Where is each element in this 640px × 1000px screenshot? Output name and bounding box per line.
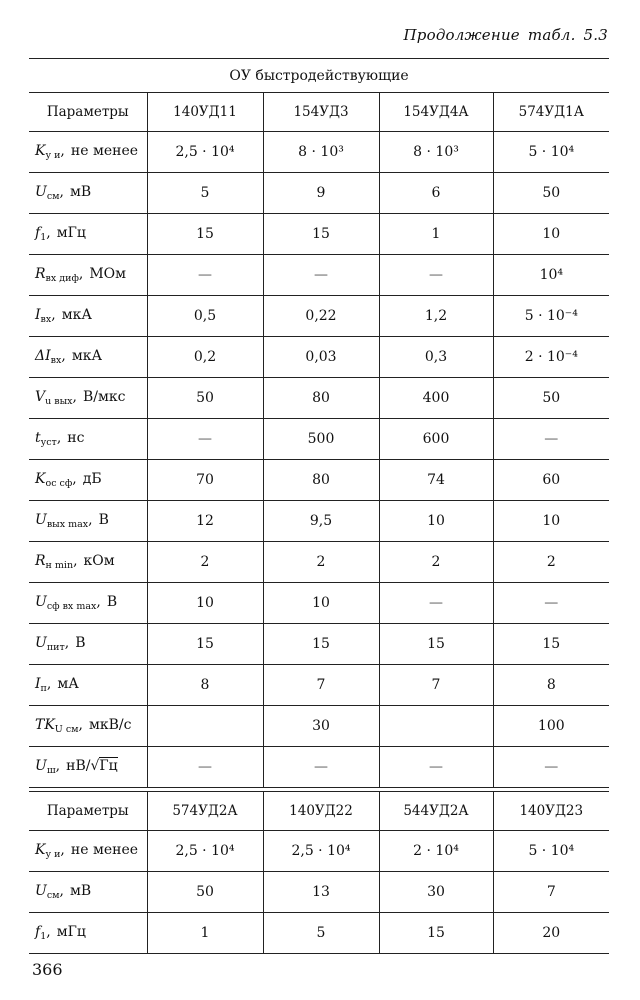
value-cell: 10 — [263, 583, 379, 624]
parameter-symbol: I — [35, 676, 41, 692]
parameter-cell: $U_{см}$, мВ — [29, 173, 147, 214]
header-row — [29, 93, 609, 132]
table-row — [29, 624, 609, 665]
value-cell: 20 — [493, 913, 609, 954]
value-cell: 7 — [493, 872, 609, 913]
value-cell: 10 — [379, 501, 493, 542]
value-cell: — — [263, 747, 379, 788]
parameters-header: Параметры — [29, 93, 147, 132]
value-cell: 74 — [379, 460, 493, 501]
parameter-subscript: U см — [54, 724, 79, 735]
table-row — [29, 296, 609, 337]
parameter-symbol: I — [35, 307, 41, 323]
value-cell: 80 — [263, 460, 379, 501]
parameter-symbol: TK — [35, 717, 55, 733]
value-cell: 15 — [263, 624, 379, 665]
parameter-subscript: u вых — [45, 396, 73, 407]
value-cell: 5 — [263, 913, 379, 954]
parameter-cell: $f_1$, мГц — [29, 214, 147, 255]
parameter-symbol: K — [35, 842, 46, 858]
value-cell: 0,3 — [379, 337, 493, 378]
table-row — [29, 255, 609, 296]
value-cell: 2 — [493, 542, 609, 583]
parameter-symbol: U — [35, 635, 47, 651]
value-cell: 0,22 — [263, 296, 379, 337]
parameter-subscript: сф вх max — [46, 601, 97, 612]
parameter-unit: МОм — [89, 266, 127, 282]
value-cell: — — [493, 419, 609, 460]
value-cell: 500 — [263, 419, 379, 460]
value-cell: 1,2 — [379, 296, 493, 337]
parameter-unit: мкВ/с — [89, 717, 132, 733]
table-row — [29, 913, 609, 954]
parameter-subscript: 1 — [40, 232, 47, 243]
table-row — [29, 378, 609, 419]
value-cell: 0,5 — [147, 296, 263, 337]
parameter-subscript: см — [46, 191, 60, 202]
value-cell: — — [147, 255, 263, 296]
page-number: 366 — [32, 960, 63, 979]
value-cell: — — [493, 747, 609, 788]
parameter-subscript: см — [46, 890, 60, 901]
table-number: 5.3 — [583, 26, 608, 44]
value-cell: 2,5 · 10⁴ — [147, 831, 263, 872]
parameter-unit — [66, 758, 118, 774]
parameter-cell: $TK_{U см}$, мкВ/с — [29, 706, 147, 747]
value-cell: — — [147, 747, 263, 788]
opamp-model-header: 574УД1А — [493, 93, 609, 132]
parameter-unit: не менее — [70, 842, 139, 858]
parameter-subscript: вх — [50, 355, 62, 366]
value-cell: 8 — [493, 665, 609, 706]
parameter-cell: $I_п$, мА — [29, 665, 147, 706]
parameter-unit: мВ — [69, 883, 92, 899]
table-row — [29, 460, 609, 501]
value-cell: 2 — [147, 542, 263, 583]
value-cell: 2 — [263, 542, 379, 583]
table-row — [29, 542, 609, 583]
parameter-cell: $f_1$, мГц — [29, 913, 147, 954]
parameter-unit: В — [106, 594, 118, 610]
parameter-symbol: R — [35, 553, 46, 569]
parameter-cell: $V_{u вых}$, В/мкс — [29, 378, 147, 419]
parameter-unit: мГц — [56, 225, 86, 241]
parameter-unit: нс — [67, 430, 85, 446]
value-cell: 8 — [147, 665, 263, 706]
header-row — [29, 792, 609, 831]
parameter-cell: $\Delta I_{вх}$, мкА — [29, 337, 147, 378]
parameter-unit: мГц — [56, 924, 86, 940]
value-cell: 1 — [379, 214, 493, 255]
opamp-model-header: 574УД2А — [147, 792, 263, 831]
value-cell: 2,5 · 10⁴ — [147, 132, 263, 173]
opamp-model-header: 140УД22 — [263, 792, 379, 831]
value-cell: 2 · 10⁴ — [379, 831, 493, 872]
opamp-model-header: 140УД11 — [147, 93, 263, 132]
value-cell: 50 — [493, 173, 609, 214]
value-cell: 10 — [493, 214, 609, 255]
parameter-cell: $K_{у и}$, не менее — [29, 831, 147, 872]
value-cell: 5 — [147, 173, 263, 214]
parameter-symbol: U — [35, 883, 47, 899]
parameter-symbol: R — [35, 266, 46, 282]
parameter-subscript: ш — [46, 765, 56, 776]
value-cell: 1 — [147, 913, 263, 954]
parameter-unit: мВ — [69, 184, 92, 200]
value-cell: 15 — [379, 913, 493, 954]
value-cell: 2 — [379, 542, 493, 583]
value-cell: — — [379, 747, 493, 788]
parameter-unit: мкА — [71, 348, 103, 364]
parameter-unit: В — [98, 512, 109, 528]
parameter-subscript: ос сф — [45, 478, 73, 489]
parameter-cell: $I_{вх}$, мкА — [29, 296, 147, 337]
table-row — [29, 214, 609, 255]
parameter-cell: $K_{ос сф}$, дБ — [29, 460, 147, 501]
sqrt-radical-icon: √ — [90, 758, 100, 774]
parameter-unit: В/мкс — [82, 389, 126, 405]
value-cell: 50 — [493, 378, 609, 419]
parameter-unit: кОм — [83, 553, 115, 569]
parameter-cell: $t_{уст}$, нс — [29, 419, 147, 460]
value-cell: 15 — [379, 624, 493, 665]
table-row — [29, 337, 609, 378]
value-cell: 15 — [147, 624, 263, 665]
value-cell: 8 · 10³ — [263, 132, 379, 173]
parameter-subscript: вх — [40, 314, 52, 325]
parameter-symbol: f — [35, 924, 41, 940]
table-word: табл. — [527, 26, 576, 44]
parameter-cell: $K_{у и}$, не менее — [29, 132, 147, 173]
parameter-subscript: 1 — [40, 931, 47, 942]
value-cell: — — [263, 255, 379, 296]
parameter-cell: $U_{сф вх max}$, В — [29, 583, 147, 624]
value-cell: 7 — [379, 665, 493, 706]
parameter-unit: мА — [57, 676, 79, 692]
value-cell: 5 · 10⁻⁴ — [493, 296, 609, 337]
parameters-header: Параметры — [29, 792, 147, 831]
table-row — [29, 583, 609, 624]
parameter-cell: $U_ш$, нВ/√Гц — [29, 747, 147, 788]
unit-prefix: нВ/ — [66, 758, 91, 774]
parameter-symbol: U — [35, 184, 47, 200]
table-continuation-heading — [404, 26, 608, 44]
value-cell: 400 — [379, 378, 493, 419]
parameter-cell: $R_{вх диф}$, МОм — [29, 255, 147, 296]
table-row — [29, 831, 609, 872]
parameter-subscript: уст — [40, 437, 57, 448]
parameter-symbol: f — [35, 225, 41, 241]
parameter-cell: $U_{пит}$, В — [29, 624, 147, 665]
value-cell: 9 — [263, 173, 379, 214]
table-row — [29, 665, 609, 706]
table-row — [29, 872, 609, 913]
value-cell: 5 · 10⁴ — [493, 831, 609, 872]
opamp-model-header: 140УД23 — [493, 792, 609, 831]
value-cell: 10 — [493, 501, 609, 542]
unit-radicand: Гц — [99, 758, 118, 774]
value-cell: 30 — [263, 706, 379, 747]
value-cell: 12 — [147, 501, 263, 542]
parameter-unit: дБ — [82, 471, 102, 487]
parameter-cell: $U_{вых max}$, В — [29, 501, 147, 542]
opamp-model-header: 154УД4А — [379, 93, 493, 132]
parameter-symbol: t — [35, 430, 41, 446]
table-row — [29, 706, 609, 747]
parameter-symbol: V — [35, 389, 46, 405]
parameter-subscript: пит — [46, 642, 65, 653]
parameter-subscript: у и — [45, 150, 61, 161]
value-cell: 600 — [379, 419, 493, 460]
value-cell: — — [147, 419, 263, 460]
value-cell — [147, 706, 263, 747]
parameter-symbol: U — [35, 594, 47, 610]
value-cell: 9,5 — [263, 501, 379, 542]
parameter-subscript: вых max — [46, 519, 89, 530]
continuation-word: Продолжение — [403, 26, 520, 44]
parameters-table — [29, 58, 609, 954]
parameter-unit: не менее — [70, 143, 139, 159]
opamp-model-header: 544УД2А — [379, 792, 493, 831]
value-cell: 30 — [379, 872, 493, 913]
table-row — [29, 747, 609, 788]
parameter-symbol: K — [35, 471, 46, 487]
parameter-subscript: п — [40, 683, 47, 694]
value-cell: 15 — [263, 214, 379, 255]
parameter-symbol: U — [35, 512, 47, 528]
value-cell: 50 — [147, 378, 263, 419]
parameter-cell: $R_{н min}$, кОм — [29, 542, 147, 583]
parameter-subscript: вх диф — [45, 273, 79, 284]
value-cell: 5 · 10⁴ — [493, 132, 609, 173]
parameter-symbol: ΔI — [35, 348, 51, 364]
value-cell: 0,2 — [147, 337, 263, 378]
value-cell: 70 — [147, 460, 263, 501]
value-cell — [379, 706, 493, 747]
table-row — [29, 173, 609, 214]
value-cell: 15 — [147, 214, 263, 255]
table-row — [29, 501, 609, 542]
value-cell: 10⁴ — [493, 255, 609, 296]
table-row — [29, 132, 609, 173]
parameter-subscript: у и — [45, 849, 61, 860]
value-cell: 8 · 10³ — [379, 132, 493, 173]
value-cell: 0,03 — [263, 337, 379, 378]
section-title: ОУ быстродействующие — [29, 59, 609, 93]
value-cell: 13 — [263, 872, 379, 913]
value-cell: 50 — [147, 872, 263, 913]
value-cell: — — [493, 583, 609, 624]
parameter-unit: В — [75, 635, 86, 651]
value-cell: — — [379, 255, 493, 296]
value-cell: 2 · 10⁻⁴ — [493, 337, 609, 378]
value-cell: 2,5 · 10⁴ — [263, 831, 379, 872]
table-row — [29, 419, 609, 460]
value-cell: 10 — [147, 583, 263, 624]
parameter-symbol: U — [35, 758, 47, 774]
value-cell: 80 — [263, 378, 379, 419]
parameter-unit: мкА — [61, 307, 92, 323]
value-cell: 15 — [493, 624, 609, 665]
value-cell: — — [379, 583, 493, 624]
opamp-model-header: 154УД3 — [263, 93, 379, 132]
value-cell: 60 — [493, 460, 609, 501]
value-cell: 7 — [263, 665, 379, 706]
value-cell: 100 — [493, 706, 609, 747]
parameter-symbol: K — [35, 143, 46, 159]
value-cell: 6 — [379, 173, 493, 214]
parameter-subscript: н min — [45, 560, 74, 571]
parameter-cell: $U_{см}$, мВ — [29, 872, 147, 913]
